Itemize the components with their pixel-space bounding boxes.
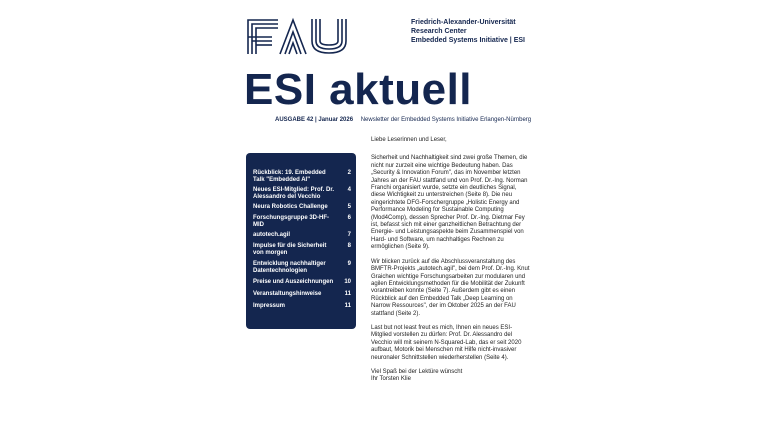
org-line-1: Friedrich-Alexander-Universität [411,19,516,26]
newsletter-subtitle: Newsletter der Embedded Systems Initiative Erlangen-Nürnberg [360,117,532,123]
table-of-contents [246,153,356,329]
org-line-3: Embedded Systems Initiative | ESI [411,37,525,44]
letter-closing: Viel Spaß bei der Lektüre wünscht [371,368,463,375]
toc-item-page: 10 [344,279,351,285]
toc-item-page: 4 [347,187,351,193]
toc-item-label: Veranstaltungshinweise [253,291,322,297]
toc-item-page: 2 [347,170,351,176]
newsletter-title: ESI aktuell [244,65,473,114]
toc-item-label: Rückblick: 19. Embedded Talk "Embedded AI" [253,170,326,183]
toc-item[interactable] [253,243,353,257]
toc-item-label: Impulse für die Sicherheit von morgen [253,243,327,256]
letter-greeting: Liebe Leserinnen und Leser, [371,137,447,143]
toc-item[interactable] [253,187,353,201]
toc-item-page: 11 [344,291,351,297]
toc-item[interactable] [253,204,353,211]
toc-item-page: 7 [347,232,351,238]
toc-item-label: Preise und Auszeichnungen [253,279,334,285]
org-line-2: Research Center [411,28,467,35]
toc-item[interactable] [253,170,353,184]
toc-item-label: Neues ESI-Mitglied: Prof. Dr. Alessandro del Vecchio [253,187,335,200]
toc-item[interactable] [253,232,353,239]
toc-item[interactable] [253,303,353,310]
editorial-letter [371,137,531,384]
toc-item-page: 11 [344,303,351,309]
toc-item[interactable] [253,261,353,275]
toc-item-page: 5 [347,204,351,210]
toc-item-label: Neura Robotics Challenge [253,204,328,210]
toc-item-page: 8 [347,243,351,249]
toc-item-label: Entwicklung nachhaltiger Datentechnologien [253,261,326,274]
letter-paragraph-3: Last but not least freut es mich, Ihnen ein neues ESI-Mitglied vorstellen zu dürfen: Prof. Dr. Alessandro del Vecchio will mit seinem N-Squared-Lab, das er seit 2020 aufbaut, Motorik bei Menschen mit Hilfe nicht-invasiver neuronaler Schnittstellen wiederherstellen (Seite 4). [371,324,522,361]
toc-item-label: Forschungsgruppe 3D-HF-MID [253,215,329,228]
fau-logo [246,17,350,55]
toc-item-page: 6 [347,215,351,221]
toc-item[interactable] [253,215,353,229]
letter-paragraph-1: Sicherheit und Nachhaltigkeit sind zwei große Themen, die nicht nur zurzeit eine wichtige Bedeutung haben. Das „Security & Innovation Forum", das im November letzten Jahres an der FAU stattfand und von Prof. Dr.-Ing. Norman Franchi organisiert wurde, setzte ein deutliches Signal, diese Wichtigkeit zu unterstreichen (Seite 8). Die neu eingerichtete DFG-Forschergruppe „Holistic Energy and Performance Modeling for Sustainable Computing (Mod4Comp), dessen Sprecher Prof. Dr.-Ing. Dietmar Fey ist, befasst sich mit einer ganzheitlichen Betrachtung der Energie- und Leistungsaspekte beim Zusammenspiel von Hard- und Software, um nachhaltiges Rechnen zu ermöglichen (Seite 9). [371,155,528,251]
issue-number: AUSGABE 42 | Januar 2026 [275,117,354,123]
toc-item-label: autotech.agil [253,232,291,238]
toc-item-page: 9 [347,261,351,267]
toc-item-label: Impressum [253,303,286,309]
letter-signature: Ihr Torsten Klie [371,376,411,383]
toc-item[interactable] [253,291,353,298]
issue-line [275,117,531,123]
toc-item[interactable] [253,279,353,286]
organization-block [411,18,525,45]
letter-paragraph-2: Wir blicken zurück auf die Abschlussveranstaltung des BMFTR-Projekts „autotech.agil", bei dem Prof. Dr.-Ing. Knut Graichen wichtige Forschungsarbeiten zur modularen und agilen Entwicklungsmethoden für die Mobilität der Zukunft vorantreiben konnte (Seite 7). Außerdem gibt es einen Rückblick auf den Embedded Talk „Deep Learning on Narrow Ressources", der im Oktober 2025 an der FAU stattfand (Seite 2). [371,258,530,317]
